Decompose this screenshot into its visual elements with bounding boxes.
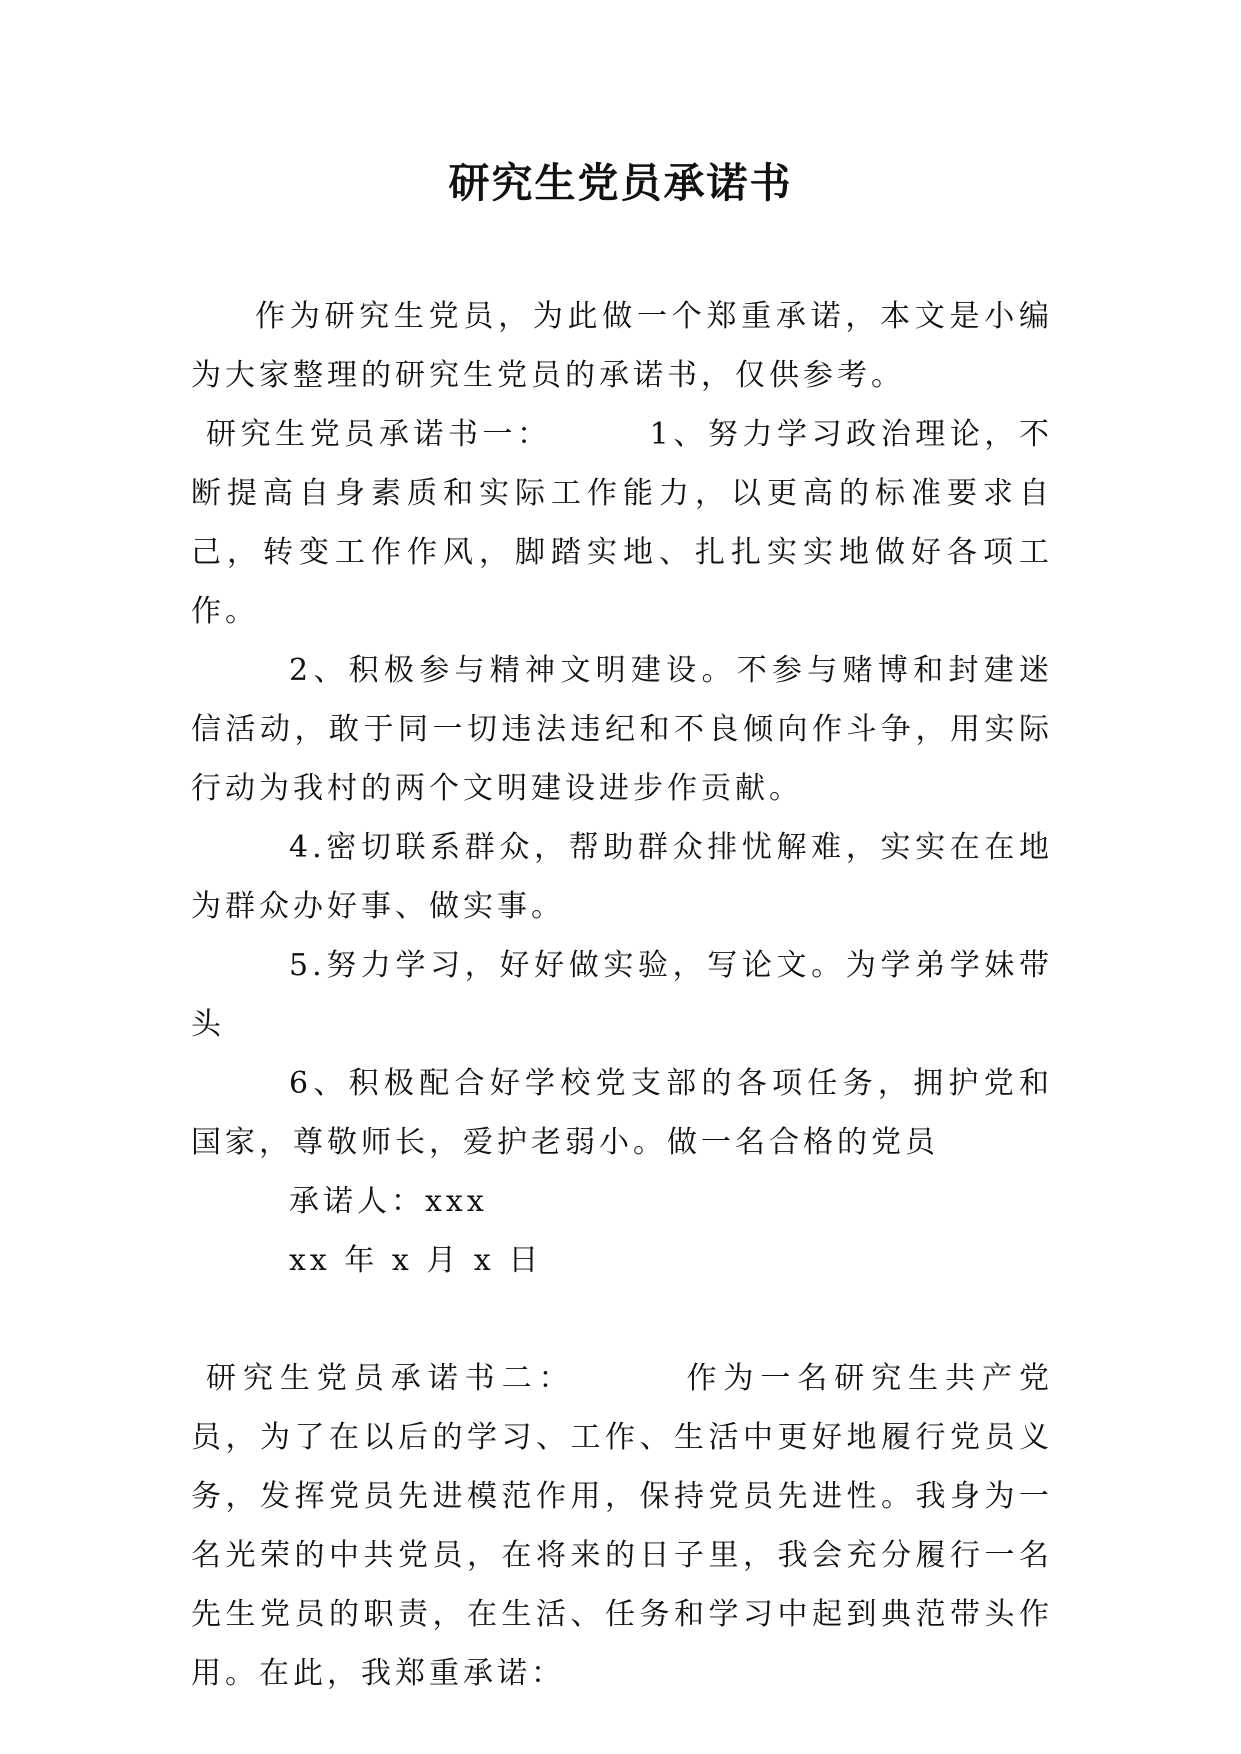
date-line: xx 年 x 月 x 日 [289, 1243, 543, 1278]
section2-text: 作为一名研究生共产党员，为了在以后的学习、工作、生活中更好地履行党员义务，发挥党员先进模范作用，保持党员先进性。我身为一名光荣的中共党员，在将来的日子里，我会充分履行一名先生党员的职责，在生活、任务和学习中起到典范带头作用。在此，我郑重承诺： [191, 1361, 1053, 1691]
section1-item-4: 4.密切联系群众，帮助群众排忧解难，实实在在地为群众办好事、做实事。 [191, 830, 1053, 924]
section1-heading: 研究生党员承诺书一： [206, 417, 552, 452]
section2-heading: 研究生党员承诺书二： [206, 1361, 576, 1396]
blank-line [191, 1290, 1053, 1349]
section2-paragraph [191, 1349, 1053, 1703]
section1-item-1: 1、努力学习政治理论，不断提高自身素质和实际工作能力，以更高的标准要求自己，转变工作作风，脚踏实地、扎扎实实地做好各项工作。 [191, 417, 1053, 629]
section1-paragraph [191, 405, 1053, 641]
intro-paragraph: 作为研究生党员，为此做一个郑重承诺，本文是小编为大家整理的研究生党员的承诺书，仅供参考。 [191, 299, 1053, 393]
section1-item-5: 5.努力学习，好好做实验，写论文。为学弟学妹带头 [191, 948, 1053, 1042]
document-body [191, 287, 1053, 1703]
document-title: 研究生党员承诺书 [448, 159, 793, 207]
signer-line: 承诺人：xxx [289, 1184, 488, 1219]
section1-item-2: 2、积极参与精神文明建设。不参与赌博和封建迷信活动，敢于同一切违法违纪和不良倾向作斗争，用实际行动为我村的两个文明建设进步作贡献。 [191, 653, 1053, 806]
section1-item-6: 6、积极配合好学校党支部的各项任务，拥护党和国家，尊敬师长，爱护老弱小。做一名合格的党员 [191, 1066, 1053, 1160]
